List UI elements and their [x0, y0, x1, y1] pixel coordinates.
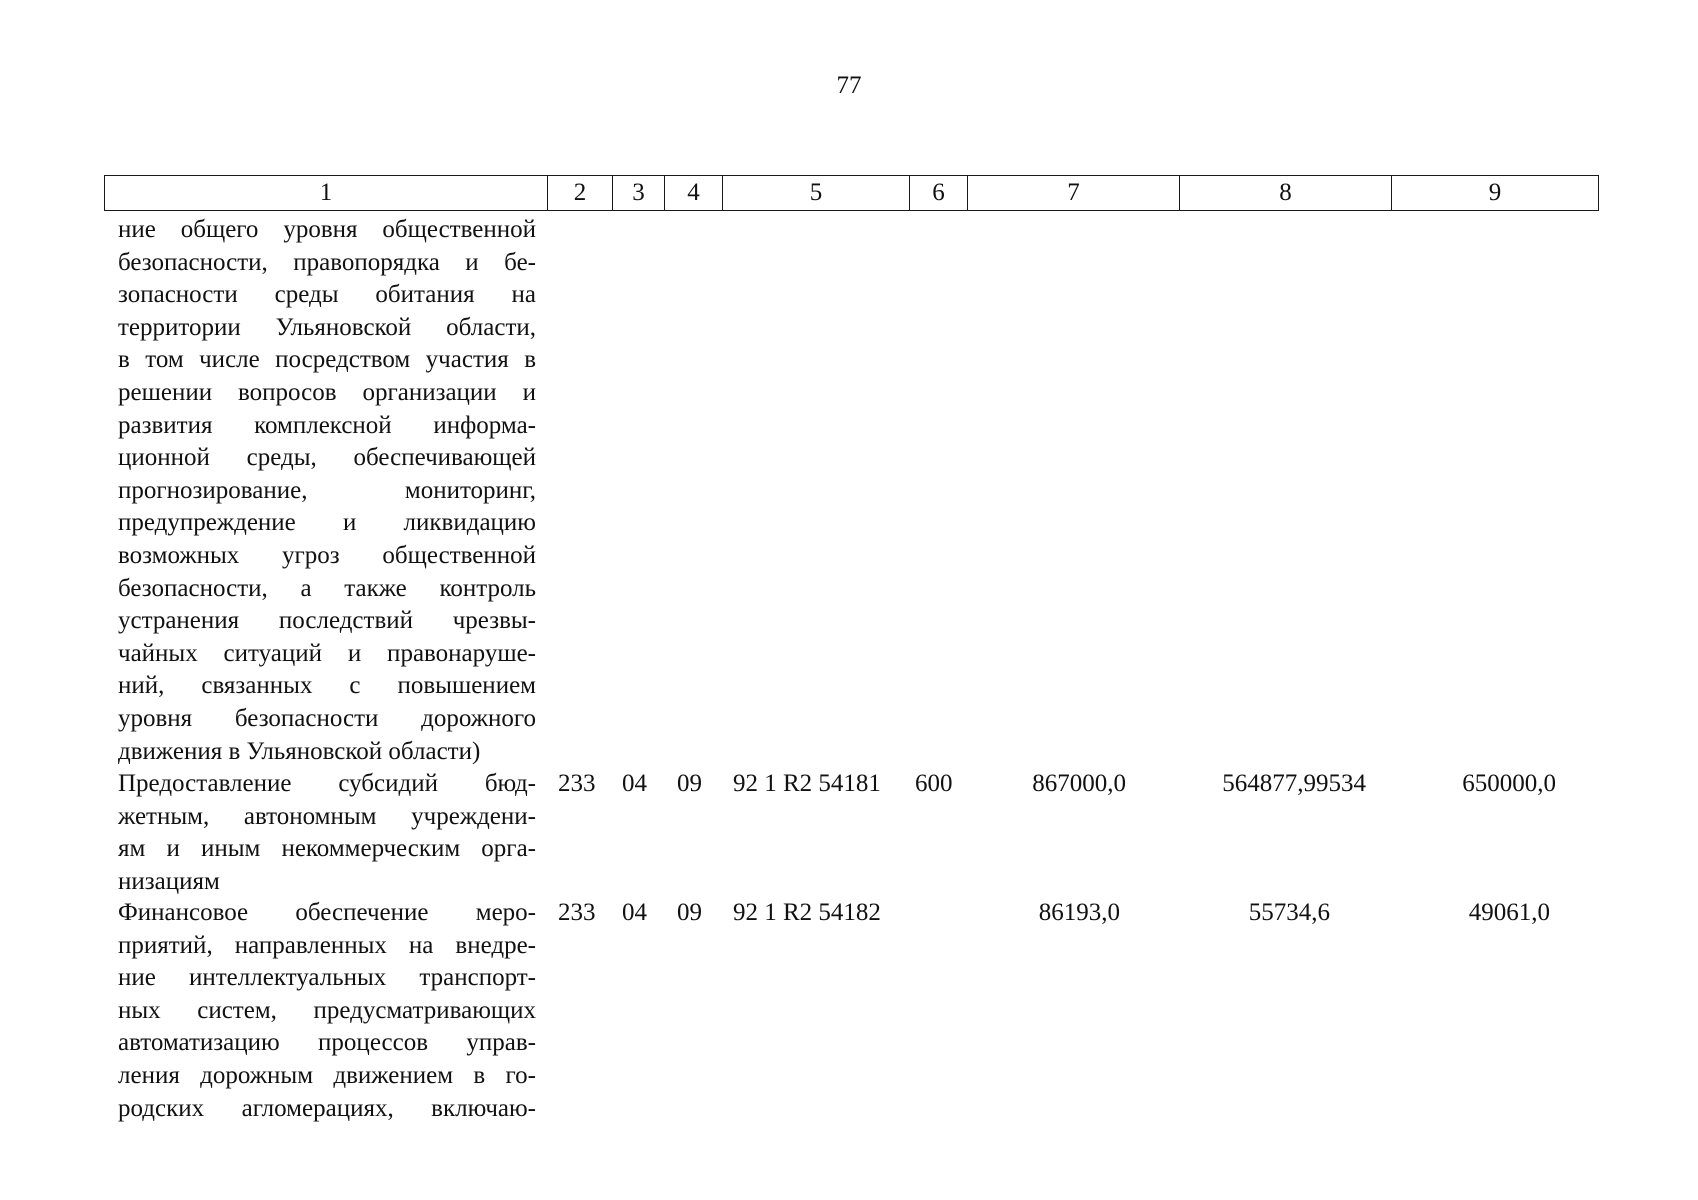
header-row [105, 176, 1599, 211]
description-line: устранения последствий чрезвы- [118, 607, 536, 635]
header-col-4: 4 [665, 176, 723, 211]
row-2-col-4: 09 [677, 770, 702, 797]
row-2-col-6: 600 [915, 770, 953, 797]
description-line: ям и иным некоммерческим орга- [118, 835, 536, 863]
description-line: приятий, направленных на внедре- [118, 931, 536, 959]
row-3-col-7: 86193,0 [1038, 899, 1120, 926]
description-line: низациям [118, 867, 220, 895]
description-line: предупреждение и ликвидацию [118, 509, 536, 537]
row-2-col-8: 564877,99534 [1222, 770, 1366, 797]
row-3-col-5: 92 1 R2 54182 [733, 899, 881, 926]
description-line: родских агломерациях, включаю- [118, 1094, 536, 1122]
description-line: ления дорожным движением в го- [118, 1061, 536, 1089]
description-line: жетным, автономным учреждени- [118, 802, 536, 830]
header-col-9: 9 [1392, 176, 1599, 211]
description-line: ных систем, предусматривающих [118, 996, 536, 1024]
row-2-col-9: 650000,0 [1462, 770, 1556, 797]
row-3-col-3: 04 [622, 899, 647, 926]
description-line: чайных ситуаций и правонаруше- [118, 639, 536, 667]
description-line: в том числе посредством участия в [118, 346, 536, 374]
description-line: ний, связанных с повышением [118, 672, 536, 700]
header-col-8: 8 [1180, 176, 1392, 211]
table-row-1-description [118, 214, 536, 768]
header-col-3: 3 [613, 176, 665, 211]
row-2-col-5: 92 1 R2 54181 [733, 770, 881, 797]
description-line: развития комплексной информа- [118, 411, 536, 439]
header-col-5: 5 [723, 176, 910, 211]
row-2-col-3: 04 [622, 770, 647, 797]
header-col-1: 1 [105, 176, 548, 211]
header-col-6: 6 [910, 176, 968, 211]
header-col-7: 7 [968, 176, 1180, 211]
row-2-col-2: 233 [558, 770, 596, 797]
column-header-table [104, 175, 1599, 211]
description-line: прогнозирование, мониторинг, [118, 476, 536, 504]
description-line: уровня безопасности дорожного [118, 704, 536, 732]
description-line: ние общего уровня общественной [118, 216, 536, 243]
header-col-2: 2 [548, 176, 613, 211]
description-line: Финансовое обеспечение меро- [118, 899, 536, 926]
description-line: территории Ульяновской области, [118, 313, 536, 341]
description-line: ние интеллектуальных транспорт- [118, 964, 536, 992]
row-3-col-9: 49061,0 [1468, 899, 1550, 926]
description-line: ционной среды, обеспечивающей [118, 444, 536, 472]
row-3-col-4: 09 [677, 899, 702, 926]
row-3-col-8: 55734,6 [1248, 899, 1330, 926]
description-line: движения в Ульяновской области) [118, 737, 481, 765]
row-2-col-7: 867000,0 [1032, 770, 1126, 797]
description-line: безопасности, а также контроль [118, 574, 536, 602]
description-line: автоматизацию процессов управ- [118, 1029, 536, 1057]
description-line: Предоставление субсидий бюд- [118, 770, 536, 797]
table-row-2-description [118, 768, 536, 898]
page-number: 77 [836, 72, 862, 99]
description-line: безопасности, правопорядка и бе- [118, 248, 536, 276]
description-line: зопасности среды обитания на [118, 281, 536, 309]
row-3-col-2: 233 [558, 899, 596, 926]
description-line: возможных угроз общественной [118, 541, 536, 569]
table-row-3-description [118, 897, 536, 1125]
description-line: решении вопросов организации и [118, 378, 536, 406]
